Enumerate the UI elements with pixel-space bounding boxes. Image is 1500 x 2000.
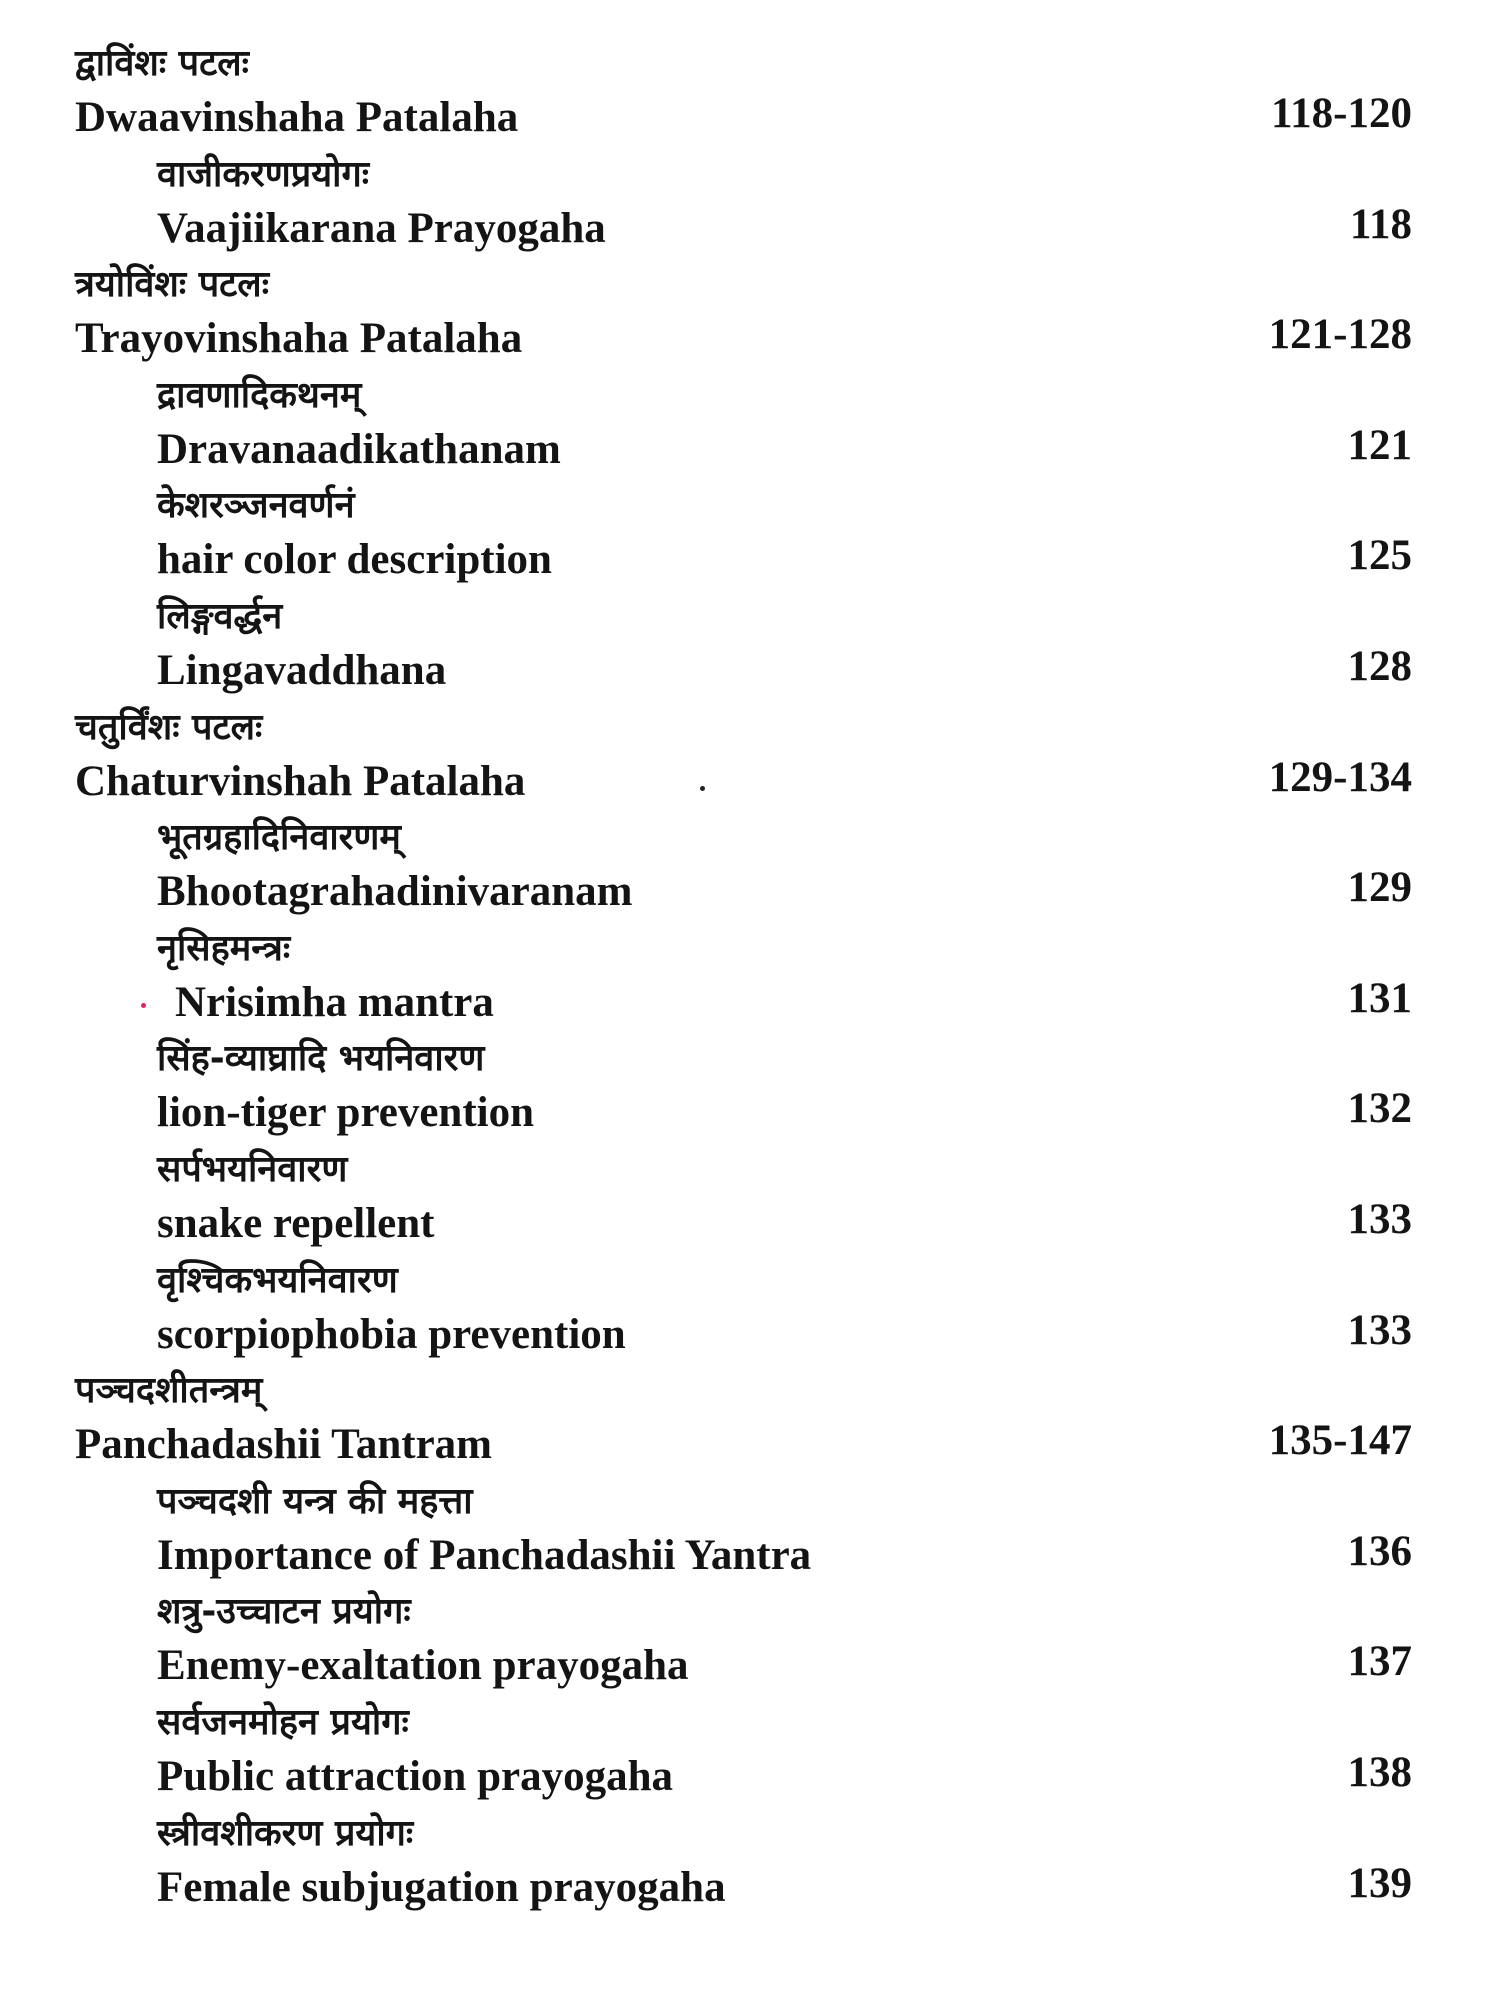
devanagari-heading: सर्वजनमोहन प्रयोगः	[157, 1702, 409, 1743]
page-number: 136	[1347, 1527, 1412, 1575]
page-number: 118	[1349, 200, 1412, 248]
page-number: 135-147	[1268, 1417, 1412, 1465]
entry-title: Trayovinshaha Patalaha	[75, 315, 523, 363]
page-number: 129	[1347, 864, 1412, 912]
devanagari-heading: त्रयोविंशः पटलः	[75, 264, 269, 306]
toc-section-entry	[0, 1257, 1500, 1369]
page-number: 133	[1347, 1306, 1412, 1354]
devanagari-heading: सर्पभयनिवारण	[157, 1149, 348, 1190]
page-number: 131	[1347, 974, 1412, 1022]
devanagari-heading: वाजीकरणप्रयोगः	[157, 153, 370, 195]
devanagari-heading: सिंह-व्याघ्रादि भयनिवारण	[157, 1038, 485, 1080]
devanagari-heading: पञ्चदशीतन्त्रम्	[75, 1370, 263, 1412]
toc-section-entry	[0, 1478, 1500, 1590]
entry-title: Dwaavinshaha Patalaha	[75, 94, 519, 141]
page-number: 139	[1347, 1859, 1412, 1907]
entry-title: Chaturvinshah Patalaha	[75, 757, 526, 805]
entry-title: Dravanaadikathanam	[157, 425, 561, 473]
toc-section-entry	[0, 1588, 1500, 1700]
devanagari-heading: द्रावणादिकथनम्	[157, 374, 362, 416]
page-number: 121-128	[1268, 311, 1412, 359]
devanagari-heading: वृश्चिकभयनिवारण	[157, 1259, 398, 1301]
toc-chapter-entry	[0, 1367, 1500, 1479]
entry-title: snake repellent	[157, 1200, 435, 1247]
toc-chapter-entry	[0, 704, 1500, 816]
toc-section-entry	[0, 1810, 1500, 1922]
toc-section-entry	[0, 814, 1500, 926]
page-number: 125	[1347, 532, 1412, 580]
entry-title: Panchadashii Tantram	[75, 1421, 492, 1469]
toc-section-entry	[0, 482, 1500, 594]
entry-title: Female subjugation prayogaha	[157, 1863, 726, 1911]
ink-speck	[700, 786, 705, 791]
entry-title: scorpiophobia prevention	[157, 1310, 626, 1358]
entry-title: Enemy-exaltation prayogaha	[157, 1642, 689, 1690]
page-number: 128	[1347, 643, 1412, 690]
page-number: 138	[1347, 1749, 1412, 1796]
ink-speck-red	[141, 1003, 146, 1008]
page-number: 137	[1347, 1638, 1412, 1686]
devanagari-heading: केशरञ्जनवर्णनं	[157, 485, 355, 527]
devanagari-heading: स्त्रीवशीकरण प्रयोगः	[157, 1812, 414, 1854]
toc-chapter-entry	[0, 40, 1500, 152]
entry-title: Nrisimha mantra	[175, 978, 494, 1026]
entry-title: Lingavaddhana	[157, 647, 447, 694]
toc-chapter-entry	[0, 261, 1500, 373]
toc-section-entry	[0, 372, 1500, 484]
entry-title: lion-tiger prevention	[157, 1089, 535, 1137]
devanagari-heading: पञ्चदशी यन्त्र की महत्ता	[157, 1480, 473, 1522]
page-number: 121	[1347, 421, 1412, 469]
devanagari-heading: नृसिहमन्त्रः	[157, 927, 291, 969]
toc-section-entry	[0, 925, 1500, 1037]
page-number: 129-134	[1268, 753, 1412, 801]
entry-title: Importance of Panchadashii Yantra	[157, 1531, 812, 1579]
devanagari-heading: द्वाविंशः पटलः	[75, 43, 249, 84]
toc-section-entry	[0, 1146, 1500, 1258]
devanagari-heading: चतुर्विंशः पटलः	[75, 706, 263, 748]
page-number: 132	[1347, 1085, 1412, 1133]
toc-section-entry	[0, 151, 1500, 263]
devanagari-heading: शत्रु-उच्चाटन प्रयोगः	[157, 1591, 411, 1633]
entry-title: hair color description	[157, 536, 552, 584]
toc-section-entry	[0, 1699, 1500, 1811]
devanagari-heading: भूतग्रहादिनिवारणम्	[157, 817, 401, 859]
entry-title: Bhootagrahadinivaranam	[157, 868, 633, 916]
page-number: 118-120	[1271, 90, 1412, 137]
toc-section-entry	[0, 593, 1500, 705]
page-number: 133	[1347, 1196, 1412, 1243]
devanagari-heading: लिङ्गवर्द्धन	[157, 596, 283, 637]
entry-title: Public attraction prayogaha	[157, 1753, 673, 1800]
entry-title: Vaajiikarana Prayogaha	[157, 204, 606, 252]
toc-section-entry	[0, 1035, 1500, 1147]
